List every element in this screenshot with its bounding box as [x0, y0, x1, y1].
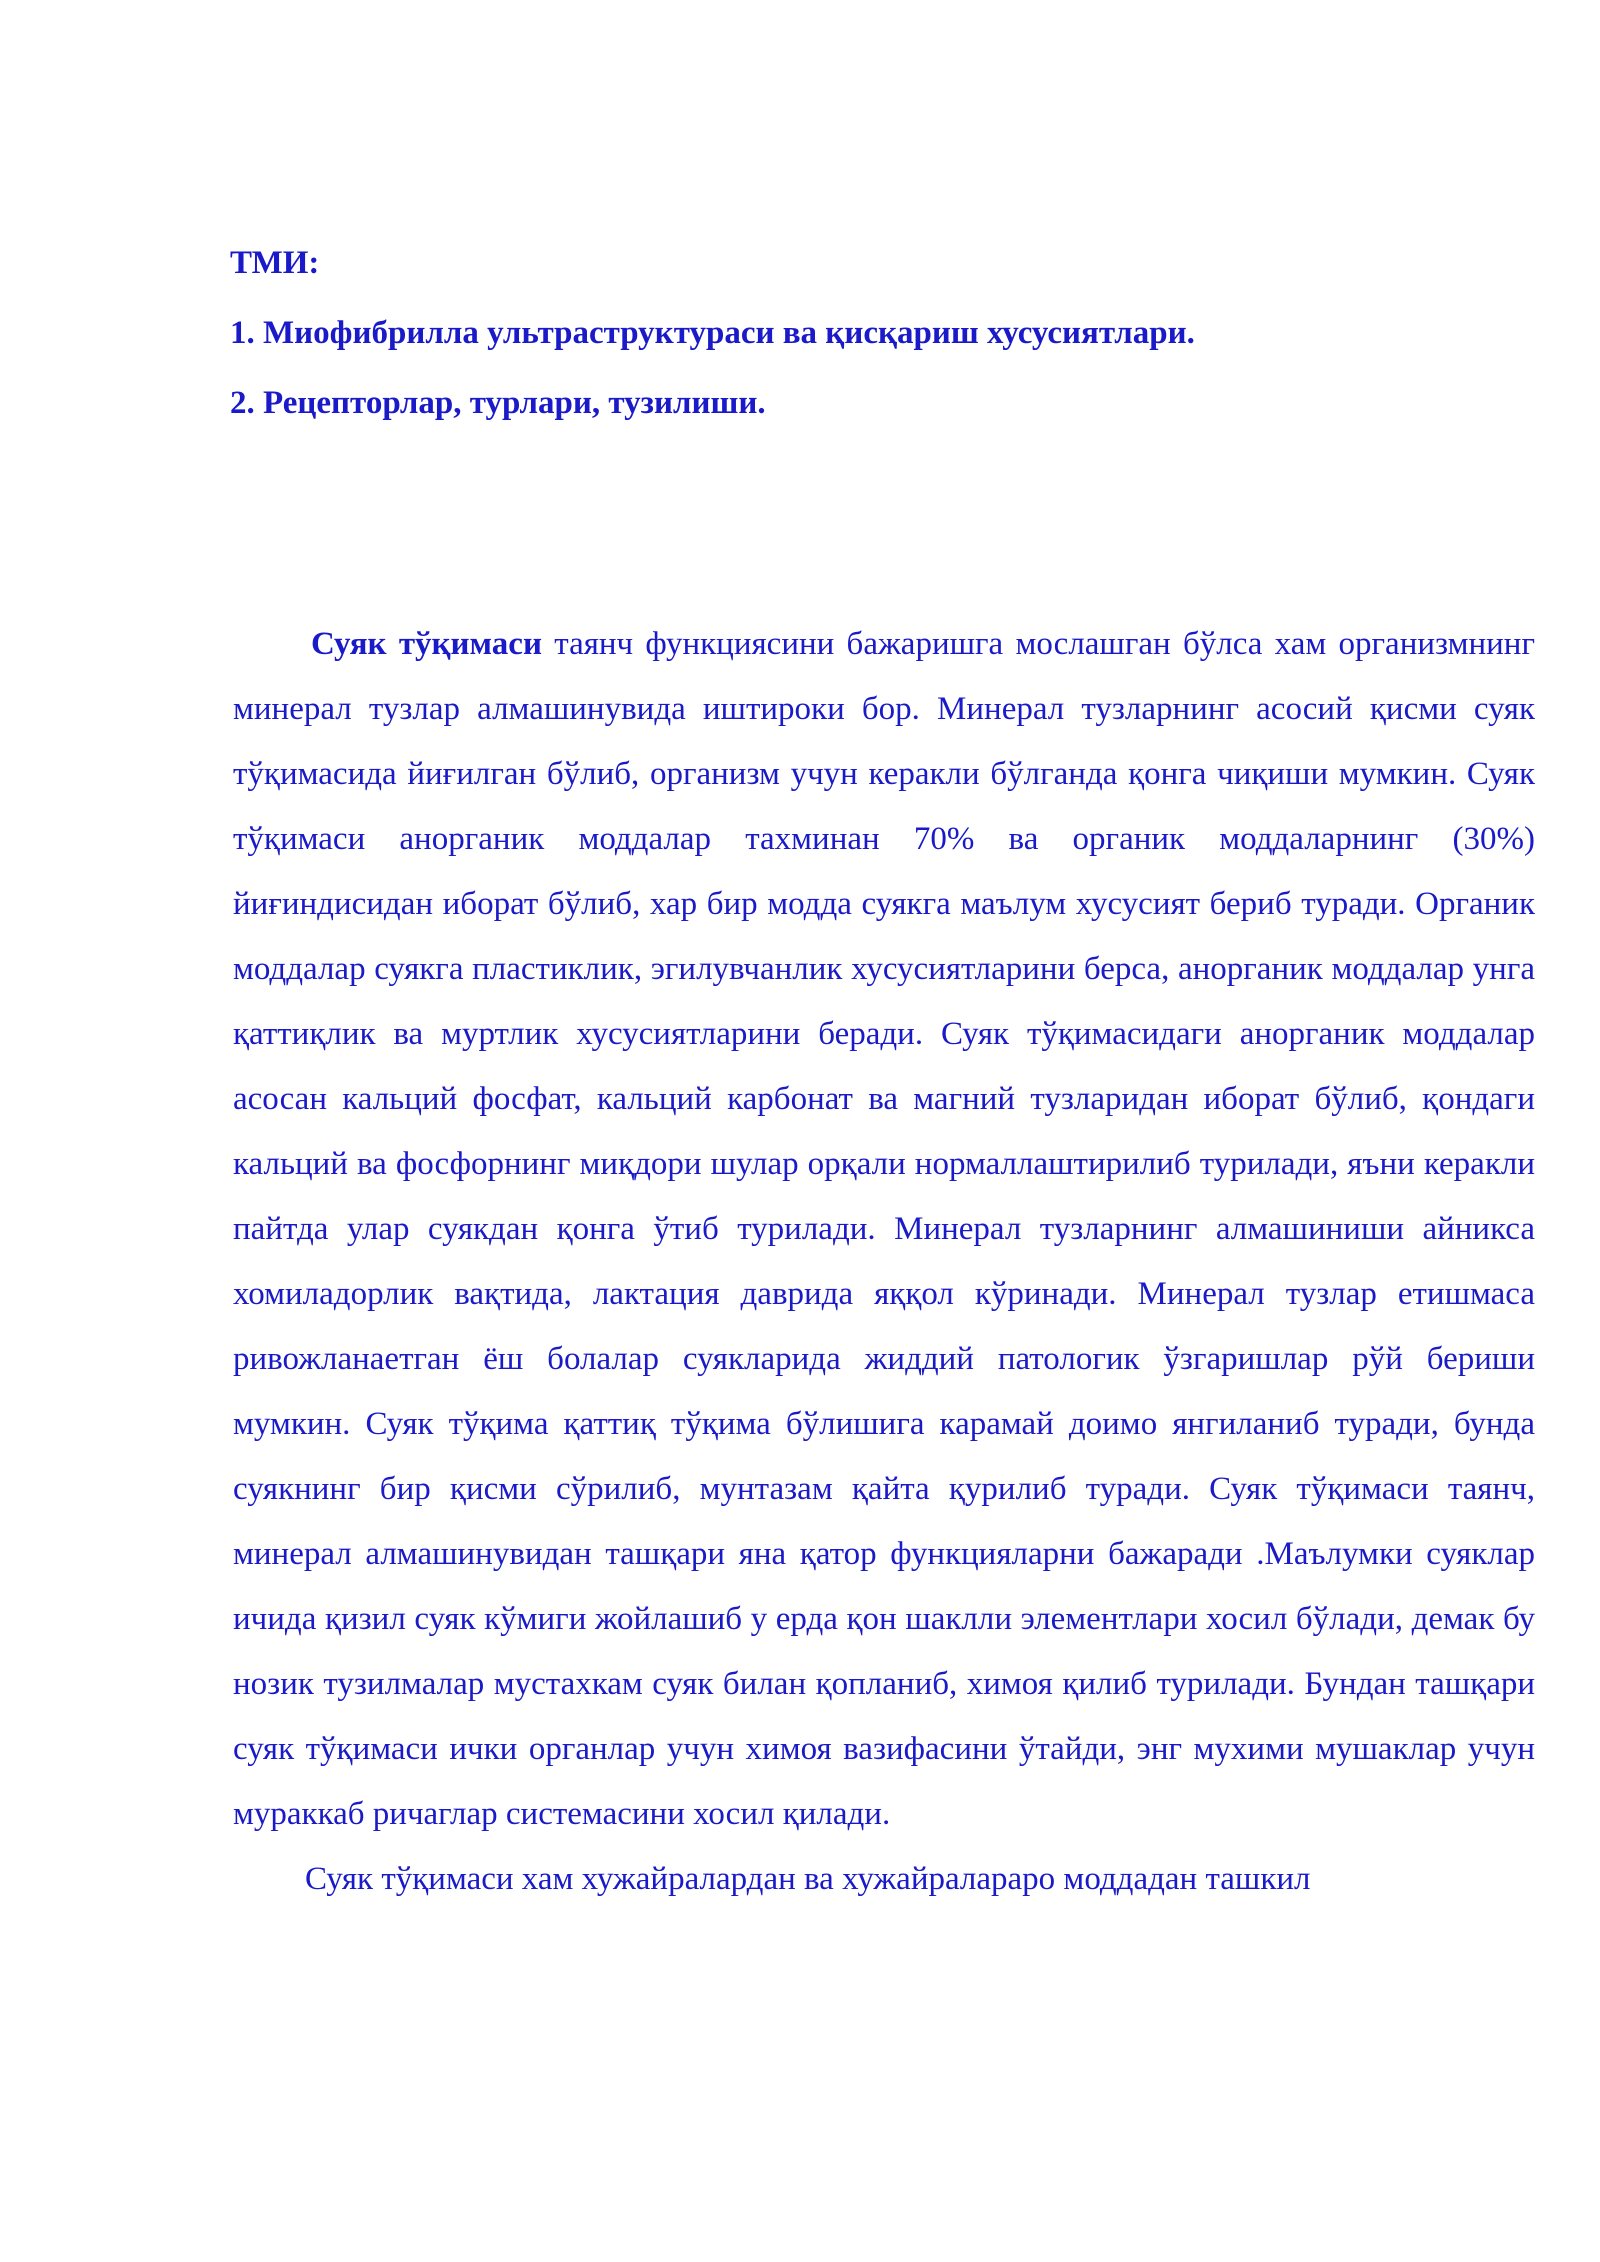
paragraph-2-text: Суяк тўқимаси хам хужайралардан ва хужайралараро моддадан ташкил: [305, 1861, 1311, 1897]
paragraph-1-lead: Суяк тўқимаси: [311, 626, 542, 662]
header-item-1: 1. Миофибрилла ультраструктураси ва қисқариш хусусиятлари.: [230, 315, 1195, 351]
header-title: ТМИ:: [230, 245, 320, 281]
header-item-2: 2. Рецепторлар, турлари, тузилиши.: [230, 385, 766, 421]
paragraph-2: [233, 1847, 1535, 1912]
document-body: [233, 612, 1535, 1912]
paragraph-1-text: таянч функциясини бажаришга мослашган бўлса хам организмнинг минерал тузлар алмашинувида иштироки бор. Минерал тузларнинг асосий қисми суяк тўқимасида йиғилган бўлиб, организм учун керакли бўлганда қонга чиқиши мумкин. Суяк тўқимаси анорганик моддалар тахминан 70% ва органик моддаларнинг (30%) йиғиндисидан иборат бўлиб, хар бир модда суякга маълум хусусият бериб туради. Органик моддалар суякга пластиклик, эгилувчанлик хусусиятларини берса, анорганик моддалар унга қаттиқлик ва муртлик хусусиятларини беради. Суяк тўқимасидаги анорганик моддалар асосан кальций фосфат, кальций карбонат ва магний тузларидан иборат бўлиб, қондаги кальций ва фосфорнинг миқдори шулар орқали нормаллаштирилиб турилади, яъни керакли пайтда улар суякдан қонга ўтиб турилади. Минерал тузларнинг алмашиниши айникса хомиладорлик вақтида, лактация даврида яққол кўринади. Минерал тузлар етишмаса ривожланаетган ёш болалар суякларида жиддий патологик ўзгаришлар рўй бериши мумкин. Суяк тўқима қаттиқ тўқима бўлишига карамай доимо янгиланиб туради, бунда суякнинг бир қисми сўрилиб, мунтазам қайта қурилиб туради. Суяк тўқимаси таянч, минерал алмашинувидан ташқари яна қатор функцияларни бажаради .Маълумки суяклар ичида қизил суяк кўмиги жойлашиб у ерда қон шаклли элементлари хосил бўлади, демак бу нозик тузилмалар мустахкам суяк билан қопланиб, химоя қилиб турилади. Бундан ташқари суяк тўқимаси ички органлар учун химоя вазифасини ўтайди, энг мухими мушаклар учун мураккаб ричаглар системасини хосил қилади.: [233, 626, 1535, 1832]
paragraph-1: [233, 612, 1535, 1847]
document-header: [230, 228, 1530, 438]
